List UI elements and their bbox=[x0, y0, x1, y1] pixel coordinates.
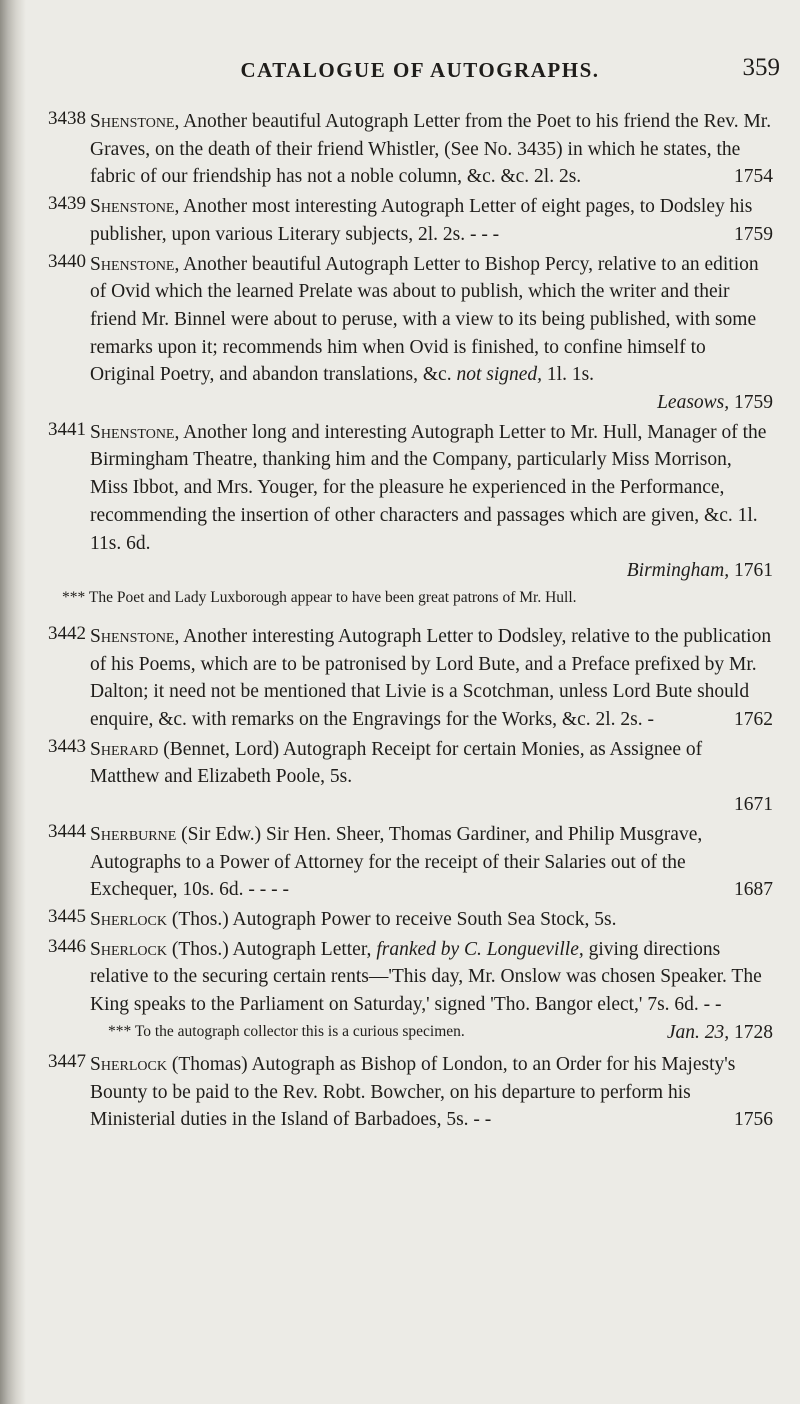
running-header: CATALOGUE OF AUTOGRAPHS. bbox=[240, 58, 600, 82]
entry-description: Another beautiful Autograph Letter to Bishop Percy, relative to an edition of Ovid which the learned Prelate was about to publish, which the writer and their friend Mr. Binnel were about to peruse, with a view to its being published, with some remarks upon it; recommends him when Ovid is finished, to confine himself to Original Poetry, and abandon translations, &c. bbox=[90, 253, 759, 386]
catalogue-entry bbox=[48, 251, 773, 417]
catalogue-entry bbox=[48, 736, 773, 819]
entry-date: 1756 bbox=[734, 1109, 773, 1131]
entry-name: Shenstone, bbox=[90, 253, 180, 275]
entry-date: 1759 bbox=[734, 392, 773, 414]
entry-place: Jan. 23, bbox=[666, 1021, 730, 1043]
entry-note-italic: not signed, bbox=[456, 364, 543, 386]
entry-name: Sherlock bbox=[90, 1053, 167, 1075]
entry-date: 1759 bbox=[734, 223, 773, 245]
entry-date: 1762 bbox=[734, 709, 773, 731]
entry-number: 3441 bbox=[48, 418, 86, 440]
page-number: 359 bbox=[742, 54, 780, 81]
catalogue-entry bbox=[48, 623, 773, 734]
entry-date: 1671 bbox=[734, 794, 773, 816]
entry-description-cont: giving directions relative to the securing certain rents—'This day, Mr. Onslow was chosen Speaker. The King speaks to the Parliament on Saturday,' signed 'Tho. Bangor elect,' 7s. 6d. - - bbox=[90, 938, 762, 1016]
catalogue-entry bbox=[48, 906, 773, 934]
entry-number: 3438 bbox=[48, 108, 86, 129]
entry-note-italic: franked by C. Longueville, bbox=[376, 938, 584, 960]
entry-description: Another most interesting Autograph Letter of eight pages, to Dodsley his publisher, upon various Literary subjects, 2l. 2s. - - - bbox=[90, 196, 753, 245]
entry-number: 3445 bbox=[48, 905, 86, 927]
entry-date: 1754 bbox=[734, 166, 773, 188]
entry-description: (Thos.) Autograph Letter, bbox=[171, 938, 372, 960]
entry-name: Sherlock bbox=[90, 938, 167, 960]
entry-number: 3444 bbox=[48, 820, 86, 842]
entry-number: 3439 bbox=[48, 193, 86, 215]
entry-name: Sherburne bbox=[90, 823, 177, 845]
entry-name: Shenstone, bbox=[90, 625, 180, 647]
entry-price: 1l. 1s. bbox=[546, 364, 595, 386]
entry-number: 3443 bbox=[48, 735, 86, 757]
entry-description: Another long and interesting Autograph Letter to Mr. Hull, Manager of the Birmingham Theatre, thanking him and the Company, particularly Miss Morrison, Miss Ibbot, and Mrs. Youger, for the pleasure he experienced in the Performance, recommending the insertion of other characters and passages which are given, &c. 1l. 11s. 6d. bbox=[90, 421, 767, 554]
entry-name: Sherlock bbox=[90, 908, 167, 930]
entry-description: Another interesting Autograph Letter to Dodsley, relative to the publication of his Poems, which are to be patronised by Lord Bute, and a Preface prefixed by Mr. Dalton; it need not be mentioned that Livie is a Scotchman, unless Lord Bute should enquire, &c. with remarks on the Engravings for the Works, &c. 2l. 2s. - bbox=[90, 625, 772, 731]
entry-description: (Bennet, Lord) Autograph Receipt for certain Monies, as Assignee of Matthew and Elizabeth Poole, 5s. bbox=[90, 738, 703, 788]
catalogue-entry bbox=[48, 1051, 773, 1134]
entry-date: 1728 bbox=[734, 1021, 773, 1043]
entry-date: 1761 bbox=[734, 560, 773, 582]
entry-number: 3442 bbox=[48, 622, 86, 644]
entry-description: Another beautiful Autograph Letter from the Poet to his friend the Rev. Mr. Graves, on the death of their friend Whistler, (See No. 3435) in which he states, the fabric of our friendship has not a noble column, &c. &c. 2l. 2s. bbox=[90, 111, 772, 188]
catalogue-entry bbox=[48, 821, 773, 904]
entry-place: Leasows, bbox=[657, 392, 730, 414]
entry-name: Shenstone, bbox=[90, 196, 180, 218]
entry-date: 1687 bbox=[734, 879, 773, 901]
entry-description: (Thomas) Autograph as Bishop of London, to an Order for his Majesty's Bounty to be paid to the Rev. Robt. Bowcher, on his departure to perform his Ministerial duties in the Island of Barbadoes, 5s. - - bbox=[90, 1053, 736, 1131]
entry-place: Birmingham, bbox=[626, 560, 730, 582]
entry-name: Shenstone, bbox=[90, 111, 180, 132]
entry-name: Shenstone, bbox=[90, 421, 180, 443]
catalogue-entry bbox=[48, 419, 773, 585]
footnote: *** To the autograph collector this is a curious specimen. bbox=[108, 1022, 465, 1040]
entry-name: Sherard bbox=[90, 738, 159, 760]
entry-description: (Thos.) Autograph Power to receive South Sea Stock, 5s. bbox=[171, 908, 617, 930]
catalogue-entry bbox=[48, 108, 773, 191]
entry-number: 3440 bbox=[48, 250, 86, 272]
footnote: *** The Poet and Lady Luxborough appear to have been great patrons of Mr. Hull. bbox=[62, 588, 577, 606]
catalogue-entry bbox=[48, 193, 773, 248]
entry-number: 3446 bbox=[48, 935, 86, 957]
entry-number: 3447 bbox=[48, 1050, 86, 1072]
entry-description: (Sir Edw.) Sir Hen. Sheer, Thomas Gardiner, and Philip Musgrave, Autographs to a Power of Attorney for the receipt of their Salaries out of the Exchequer, 10s. 6d. - - - - bbox=[90, 823, 703, 901]
entry-list bbox=[48, 108, 773, 1136]
